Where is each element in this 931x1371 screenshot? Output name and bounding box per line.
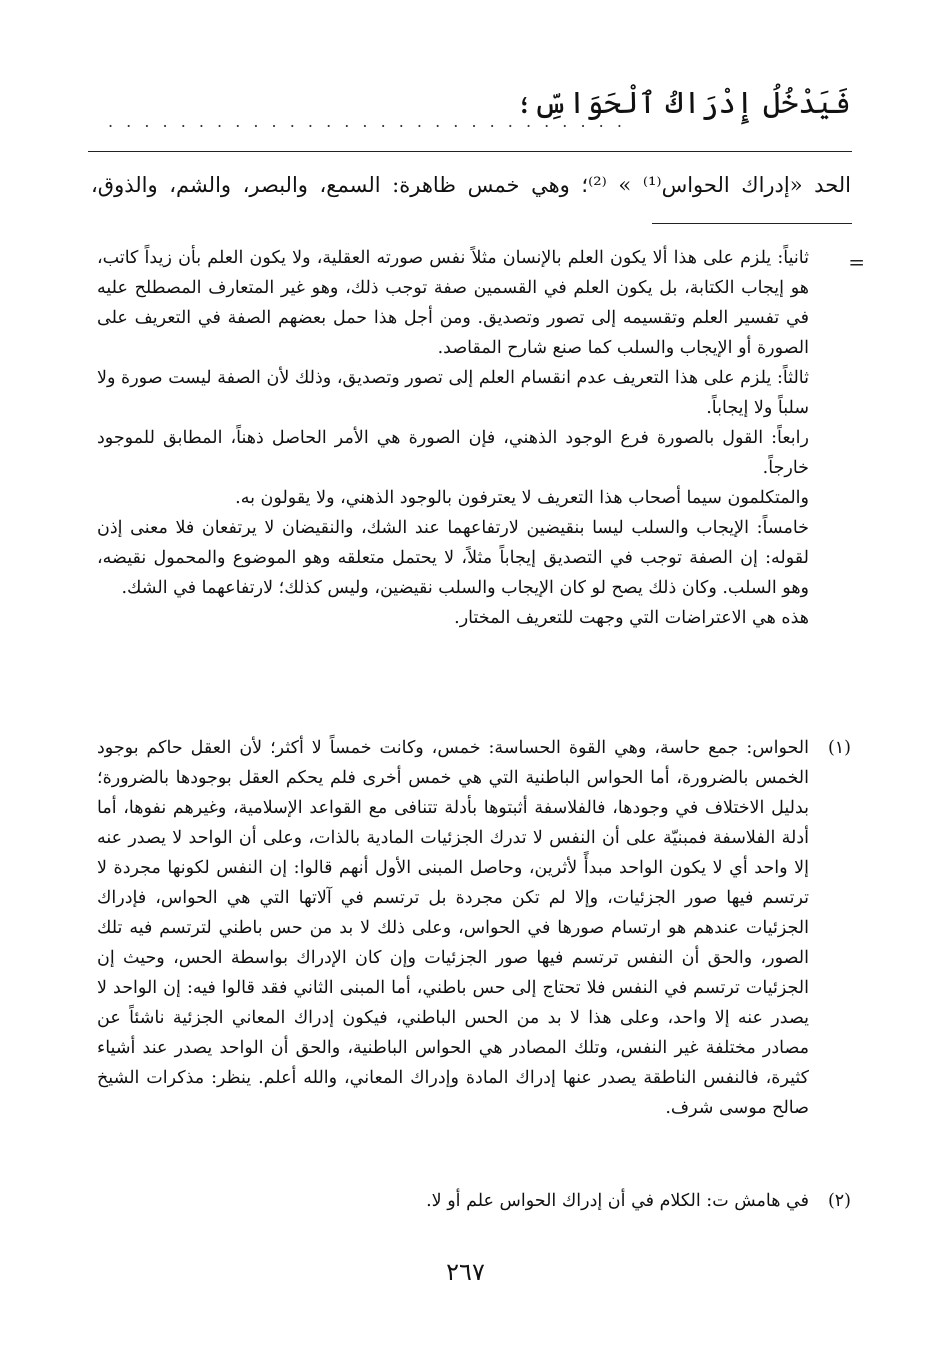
- footnote-1: [91, 733, 851, 1193]
- footnote-2: [91, 1186, 851, 1218]
- footnote-number: (١): [827, 738, 851, 758]
- commentary-paragraph: رابعاً: القول بالصورة فرع الوجود الذهني، فإن الصورة هي الأمر الحاصل ذهناً، المطابق للموجود خارجاً.: [97, 428, 809, 478]
- running-header: فَيَدْخُلُ إِدْرَاكُ ٱلْحَوَاسِّ؛: [515, 86, 851, 121]
- main-text-line: الحد «إدراك الحواس⁽¹⁾ » ⁽²⁾؛ وهي خمس ظاهرة: السمع، والبصر، والشم، والذوق،: [91, 173, 851, 197]
- commentary-paragraph: هذه هي الاعتراضات التي وجهت للتعريف المختار.: [454, 608, 809, 628]
- commentary-block: [97, 243, 809, 633]
- header-dot-leader: . . . . . . . . . . . . . . . . . . . . . . . . . . . . .: [108, 112, 626, 131]
- footnote-text: في هامش ت: الكلام في أن إدراك الحواس علم أو لا.: [426, 1191, 809, 1211]
- commentary-paragraph: والمتكلمون سيما أصحاب هذا التعريف لا يعترفون بالوجود الذهني، ولا يقولون به.: [235, 488, 809, 508]
- commentary-paragraph: ثانياً: يلزم على هذا ألا يكون العلم بالإنسان مثلاً نفس صورته العقلية، ولا يكون العلم بأن زيداً كاتب، هو إيجاب الكتابة، بل يكون العلم في القسمين صفة توجب ذلك، وهو غير المتعارف المصطلح عليه في تفسير العلم وتقسيمه إلى تصور وتصديق. ومن أجل هذا حمل بعضهم الصفة في التعريف على الصورة أو الإيجاب والسلب كما صنع شارح المقاصد.: [97, 248, 809, 358]
- footnote-separator: [652, 223, 852, 224]
- commentary-paragraph: ثالثاً: يلزم على هذا التعريف عدم انقسام العلم إلى تصور وتصديق، وذلك لأن الصفة ليست صورة ولا سلباً ولا إيجاباً.: [97, 368, 809, 418]
- commentary-paragraph: خامساً: الإيجاب والسلب ليسا بنقيضين لارتفاعهما عند الشك، والنقيضان لا يرتفعان فلا معنى إذن لقوله: إن الصفة توجب في التصديق إيجاباً مثلاً، لا يحتمل متعلقه وهو الموضوع والمحمول نقيضه، وهو السلب. وكان ذلك يصح لو كان الإيجاب والسلب نقيضين، وليس كذلك؛ لارتفاعهما في الشك.: [97, 518, 809, 598]
- footnote-text: الحواس: جمع حاسة، وهي القوة الحساسة: خمس، وكانت خمساً لا أكثر؛ لأن العقل حاكم بوجود الخمس بالضرورة، أما الحواس الباطنية التي هي خمس أخرى فلم يحكم العقل بوجودها بالضرورة؛ بدليل الاختلاف في وجودها، فالفلاسفة أثبتوها بأدلة تتنافى مع القواعد الإسلامية، وغيرهم نفوها، أما أدلة الفلاسفة فمبنيّة على أن النفس لا تدرك الجزئيات المادية بالذات، وعلى أن الواحد لا يصدر عنه إلا واحد أي لا يكون الواحد مبدأً لأثرين، وحاصل المبنى الأول أنهم قالوا: إن النفس لكونها مجردة لا ترتسم فيها صور الجزئيات، وإلا لم تكن مجردة بل ترتسم في آلاتها التي هي الحواس، فإدراك الجزئيات عندهم هو ارتسام صورها في الحواس، وعلى ذلك لا بد من حس باطني لترتسم فيه تلك الصور، والحق أن النفس ترتسم فيها صور الجزئيات وإن كان الإدراك بواسطة الحس، وحيث إن الجزئيات ترتسم في النفس فلا تحتاج إلى حس باطني، أما المبنى الثاني فقد قالوا فيه: إن الواحد لا يصدر عنه إلا واحد، وعلى هذا لا بد من الحس الباطني، فيكون إدراك المعاني الجزئية ناشئاً عن مصادر مختلفة غير النفس، وتلك المصادر هي الحواس الباطنية، والحق أن الواحد يصدر عند أشياء كثيرة، فالنفس الناطقة يصدر عنها إدراك المادة وإدراك المعاني، والله أعلم. ينظر: مذكرات الشيخ صالح موسى شرف.: [97, 738, 809, 1118]
- footnote-number: (٢): [827, 1191, 851, 1211]
- header-rule: [88, 151, 852, 152]
- page-number: ٢٦٧: [446, 1258, 485, 1286]
- continuation-marker: =: [848, 250, 865, 274]
